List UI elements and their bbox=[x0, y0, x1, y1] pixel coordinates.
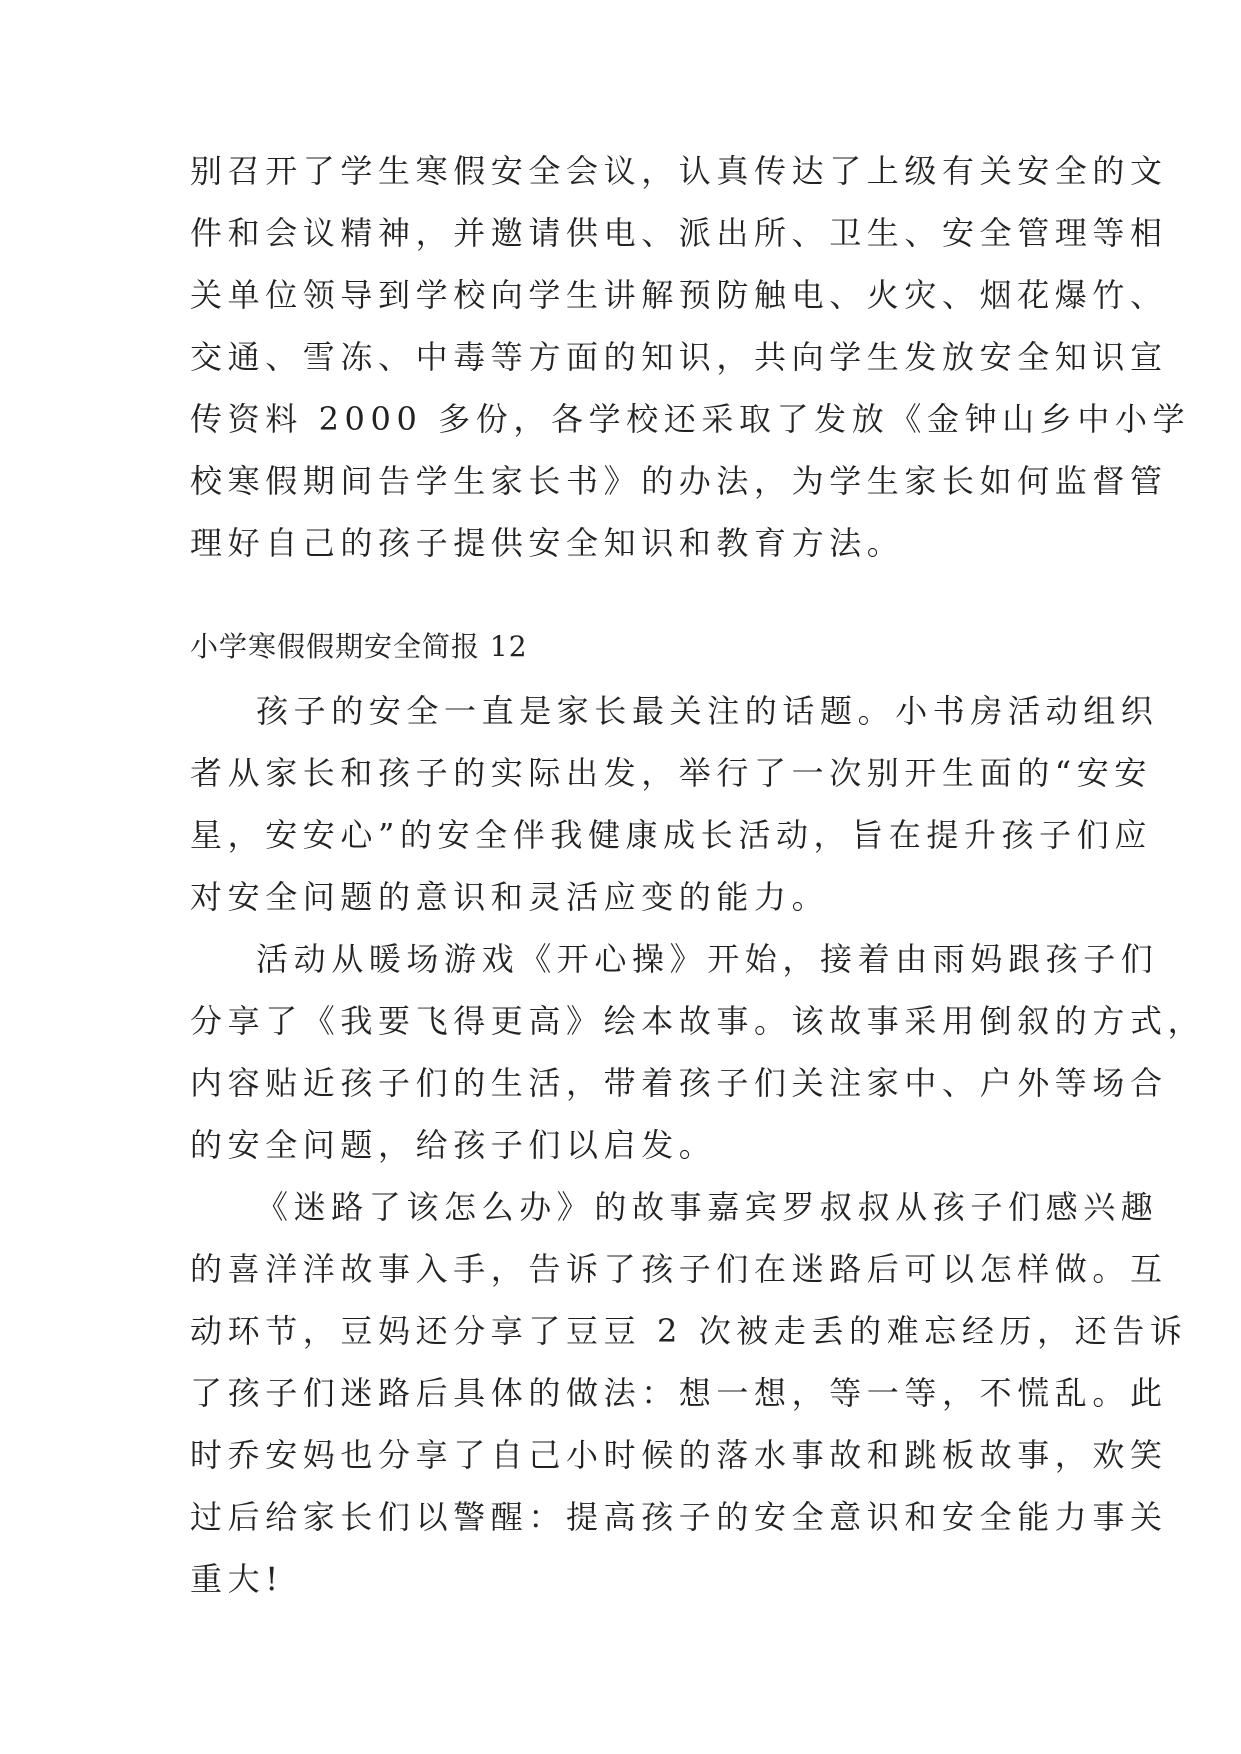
paragraph-line: 动环节，豆妈还分享了豆豆 2 次被走丢的难忘经历，还告诉 bbox=[190, 1312, 1188, 1350]
paragraph-line: 者从家长和孩子的实际出发，举行了一次别开生面的“安安 bbox=[190, 754, 1152, 792]
paragraph-line: 《迷路了该怎么办》的故事嘉宾罗叔叔从孩子们感兴趣 bbox=[256, 1188, 1159, 1226]
paragraph-line: 的安全问题，给孩子们以启发。 bbox=[190, 1126, 717, 1164]
paragraph-line: 重大! bbox=[190, 1560, 284, 1598]
paragraph-line: 传资料 2000 多份，各学校还采取了发放《金钟山乡中小学 bbox=[190, 400, 1191, 438]
paragraph-line: 内容贴近孩子们的生活，带着孩子们关注家中、户外等场合 bbox=[190, 1064, 1168, 1102]
paragraph-line: 时乔安妈也分享了自己小时候的落水事故和跳板故事，欢笑 bbox=[190, 1436, 1168, 1474]
paragraph-line: 交通、雪冻、中毒等方面的知识，共向学生发放安全知识宣 bbox=[190, 338, 1168, 376]
paragraph-line: 孩子的安全一直是家长最关注的话题。小书房活动组织 bbox=[256, 692, 1159, 730]
paragraph-line: 别召开了学生寒假安全会议，认真传达了上级有关安全的文 bbox=[190, 152, 1168, 190]
paragraph-line: 星，安安心”的安全伴我健康成长活动，旨在提升孩子们应 bbox=[190, 816, 1152, 854]
paragraph-line: 校寒假期间告学生家长书》的办法，为学生家长如何监督管 bbox=[190, 462, 1168, 500]
paragraph-line: 活动从暖场游戏《开心操》开始，接着由雨妈跟孩子们 bbox=[256, 940, 1159, 978]
paragraph-line: 了孩子们迷路后具体的做法：想一想，等一等，不慌乱。此 bbox=[190, 1374, 1168, 1412]
paragraph-line: 的喜洋洋故事入手，告诉了孩子们在迷路后可以怎样做。互 bbox=[190, 1250, 1168, 1288]
paragraph-line: 理好自己的孩子提供安全知识和教育方法。 bbox=[190, 524, 905, 562]
paragraph-line: 分享了《我要飞得更高》绘本故事。该故事采用倒叙的方式， bbox=[190, 1002, 1206, 1040]
section-title: 小学寒假假期安全简报 12 bbox=[190, 630, 528, 663]
paragraph-line: 件和会议精神，并邀请供电、派出所、卫生、安全管理等相 bbox=[190, 214, 1168, 252]
paragraph-line: 关单位领导到学校向学生讲解预防触电、火灾、烟花爆竹、 bbox=[190, 276, 1168, 314]
paragraph-line: 过后给家长们以警醒：提高孩子的安全意识和安全能力事关 bbox=[190, 1498, 1168, 1536]
paragraph-line: 对安全问题的意识和灵活应变的能力。 bbox=[190, 878, 830, 916]
